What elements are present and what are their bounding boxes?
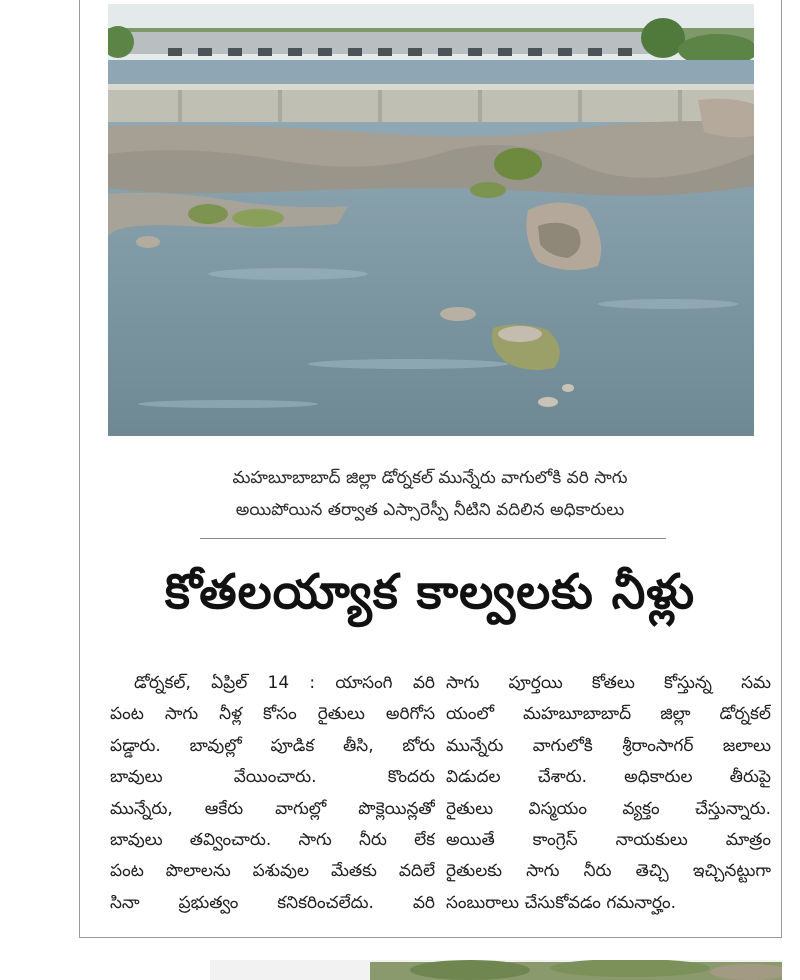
- article-line: సంబురాలు చేసుకోవడం గమనార్హం.: [446, 892, 676, 913]
- article-line: యంలో మహబూబాబాద్ జిల్లా డోర్నకల్: [446, 704, 771, 725]
- article-line: పంట పొలాలను పశువుల మేతకు వదిలే: [110, 861, 435, 882]
- article-line: సాగు పూర్తయి కోతలు కోస్తున్న సమ: [446, 673, 771, 693]
- caption-line-2: అయిపోయిన తర్వాత ఎస్సారెస్పీ నీటిని వదిలిన అధికారులు: [235, 500, 625, 520]
- article-line: డోర్నకల్, ఏప్రిల్ 14 : యాసంగి వరి: [134, 673, 435, 693]
- article-line: రైతులకు సాగు నీరు తెచ్చి ఇచ్చినట్టుగా: [446, 861, 771, 882]
- headline: కోతలయ్యాక కాల్వలకు నీళ్లు: [164, 564, 696, 620]
- article-line: పంట సాగు నీళ్ల కోసం రైతులు అరిగోస: [110, 704, 435, 725]
- article-line: బావులు తవ్వించారు. సాగు నీరు లేక: [110, 830, 435, 851]
- caption-line-1: మహబూబాబాద్ జిల్లా డోర్నకల్ మున్నేరు వాగులోకి వరి సాగు: [232, 468, 628, 488]
- next-article-photo-edge: [210, 960, 782, 980]
- photo-caption: [110, 462, 750, 526]
- article-line: మున్నేరు, ఆకేరు వాగుల్లో పొక్లెయిన్లతో: [110, 798, 435, 819]
- article-line: పడ్డారు. బావుల్లో పూడిక తీసి, బోరు: [110, 735, 435, 756]
- article-line: సినా ప్రభుత్వం కనికరించలేదు. వరి: [110, 892, 435, 913]
- article-line: విడుదల చేశారు. అధికారుల తీరుపై: [446, 767, 771, 788]
- article-line: అయితే కాంగ్రెస్ నాయకులు మాత్రం: [446, 830, 771, 851]
- article-line: మున్నేరు వాగులోకి శ్రీరాంసాగర్ జలాలు: [446, 735, 771, 756]
- dam-river-photo: [108, 4, 754, 436]
- article-line: రైతులు విస్మయం వ్యక్తం చేస్తున్నారు.: [446, 798, 771, 819]
- article-column-left: [110, 668, 435, 919]
- article-line: బావులు వేయించారు. కొందరు: [110, 767, 435, 788]
- article-column-right: [446, 668, 771, 919]
- caption-divider: [200, 538, 666, 539]
